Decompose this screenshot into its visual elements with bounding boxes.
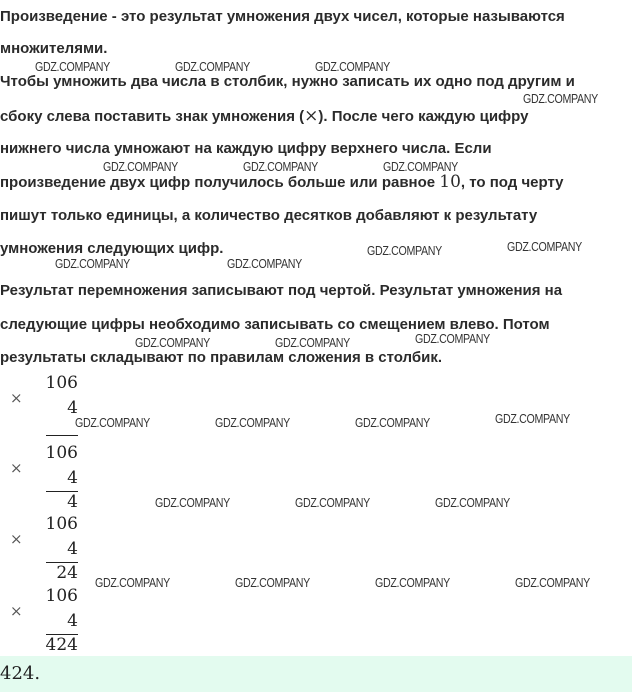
text-fragment: ). После чего каждую цифру: [318, 108, 529, 125]
column-multiplication-step-3: [0, 514, 90, 584]
watermark: GDZ.COMPANY: [415, 331, 490, 346]
watermark: GDZ.COMPANY: [215, 415, 290, 430]
watermark: GDZ.COMPANY: [35, 59, 110, 74]
multiply-sign: ×: [10, 459, 23, 477]
watermark: GDZ.COMPANY: [375, 575, 450, 590]
partial-result: 4: [67, 492, 78, 512]
watermark: GDZ.COMPANY: [103, 159, 178, 174]
column-multiplication-step-1: [0, 373, 90, 439]
answer-box: 424.: [0, 656, 632, 692]
watermark: GDZ.COMPANY: [315, 59, 390, 74]
text-line: [0, 172, 564, 192]
text-line: следующие цифры необходимо записывать со смещением влево. Потом: [0, 316, 550, 333]
multiplier: 4: [67, 611, 78, 631]
watermark: GDZ.COMPANY: [135, 335, 210, 350]
watermark: GDZ.COMPANY: [95, 575, 170, 590]
multiply-sign: ×: [10, 602, 23, 620]
text-line: Чтобы умножить два числа в столбик, нужно записать их одно под другим и: [0, 73, 575, 90]
watermark: GDZ.COMPANY: [243, 159, 318, 174]
text-line: нижнего числа умножают на каждую цифру верхнего числа. Если: [0, 140, 492, 157]
text-fragment: сбоку слева поставить знак умножения (: [0, 108, 305, 125]
column-multiplication-step-4: [0, 586, 90, 656]
watermark: GDZ.COMPANY: [235, 575, 310, 590]
text-line: множителями.: [0, 40, 108, 57]
text-fragment: произведение двух цифр получилось больше или равное: [0, 174, 440, 191]
watermark: GDZ.COMPANY: [227, 256, 302, 271]
watermark: GDZ.COMPANY: [295, 495, 370, 510]
multiply-sign: ×: [10, 530, 23, 548]
multiplier: 4: [67, 468, 78, 488]
watermark: GDZ.COMPANY: [435, 495, 510, 510]
math-number: 10: [439, 172, 461, 192]
watermark: GDZ.COMPANY: [75, 415, 150, 430]
text-fragment: , то под черту: [460, 174, 564, 191]
watermark: GDZ.COMPANY: [175, 59, 250, 74]
text-line: результаты складывают по правилам сложения в столбик.: [0, 349, 443, 366]
multiplicand: 106: [45, 586, 78, 606]
text-line: Результат перемножения записывают под чертой. Результат умножения на: [0, 282, 563, 299]
text-line: Произведение - это результат умножения двух чисел, которые называются: [0, 8, 565, 25]
multiplicand: 106: [45, 373, 78, 393]
text-line: умножения следующих цифр.: [0, 240, 224, 257]
watermark: GDZ.COMPANY: [367, 243, 442, 258]
watermark: GDZ.COMPANY: [495, 411, 570, 426]
watermark: GDZ.COMPANY: [155, 495, 230, 510]
multiplicand: 106: [45, 514, 78, 534]
watermark: GDZ.COMPANY: [383, 159, 458, 174]
text-line: [0, 106, 528, 126]
watermark: GDZ.COMPANY: [275, 335, 350, 350]
multiply-symbol: ×: [304, 106, 319, 126]
final-result: 424: [45, 635, 78, 655]
watermark: GDZ.COMPANY: [523, 91, 598, 106]
watermark: GDZ.COMPANY: [515, 575, 590, 590]
watermark: GDZ.COMPANY: [55, 256, 130, 271]
watermark: GDZ.COMPANY: [355, 415, 430, 430]
column-multiplication-step-2: [0, 443, 90, 513]
watermark: GDZ.COMPANY: [507, 239, 582, 254]
partial-result: 24: [56, 563, 78, 583]
result-line: [46, 435, 78, 436]
multiply-sign: ×: [10, 389, 23, 407]
multiplicand: 106: [45, 443, 78, 463]
multiplier: 4: [67, 539, 78, 559]
text-line: пишут только единицы, а количество десятков добавляют к результату: [0, 207, 538, 224]
multiplier: 4: [67, 398, 78, 418]
